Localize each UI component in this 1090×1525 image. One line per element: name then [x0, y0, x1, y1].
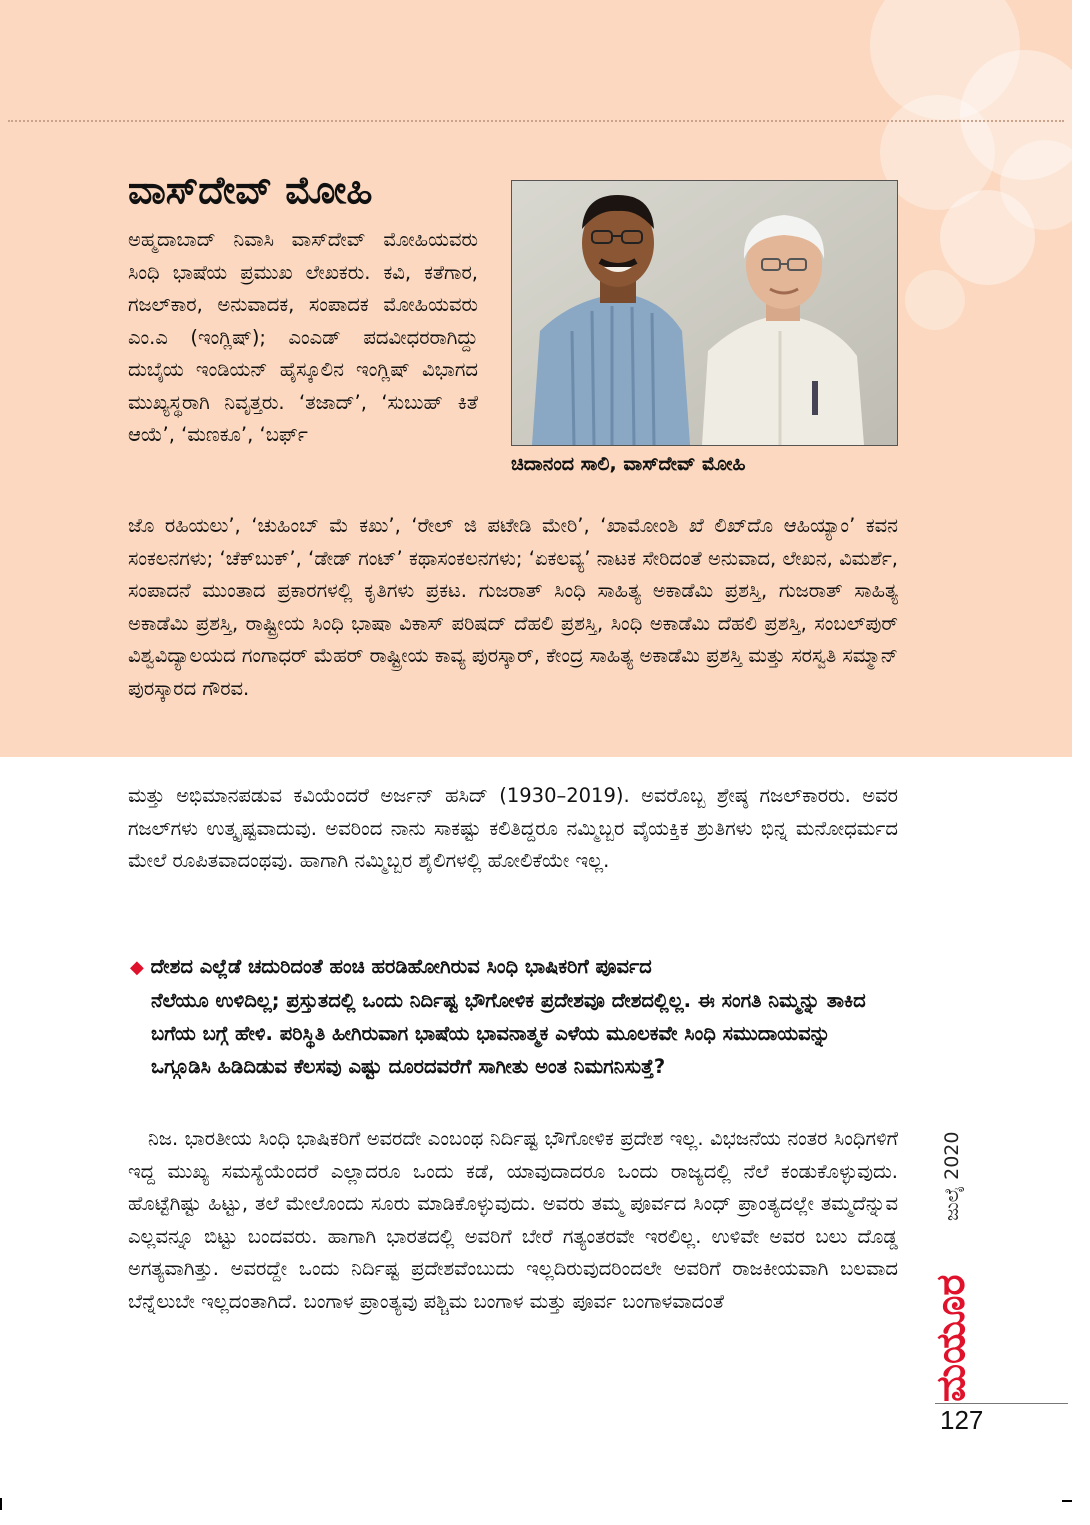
profile-photo	[511, 180, 898, 446]
question-continuation: ನೆಲೆಯೂ ಉಳಿದಿಲ್ಲ; ಪ್ರಸ್ತುತದಲ್ಲಿ ಒಂದು ನಿರ್ದಿಷ್ಟ ಭೌಗೋಳಿಕ ಪ್ರದೇಶವೂ ದೇಶದಲ್ಲಿಲ್ಲ. ಈ ಸಂಗತಿ ನಿಮ್ಮನ್ನು ತಾಕಿದ ಬಗೆಯ ಬಗ್ಗೆ ಹೇಳಿ. ಪರಿಸ್ಥಿತಿ ಹೀಗಿರುವಾಗ ಭಾಷೆಯ ಭಾವನಾತ್ಮಕ ಎಳೆಯ ಮೂಲಕವೇ ಸಿಂಧಿ ಸಮುದಾಯವನ್ನು ಒಗ್ಗೂಡಿಸಿ ಹಿಡಿದಿಡುವ ಕೆಲಸವು ಎಷ್ಟು ದೂರದವರೆಗೆ ಸಾಗೀತು ಅಂತ ನಿಮಗನಿಸುತ್ತೆ?	[151, 989, 866, 1078]
decorative-bubble	[905, 270, 965, 330]
magazine-logo	[928, 1230, 974, 1405]
answer-paragraph: ನಿಜ. ಭಾರತೀಯ ಸಿಂಧಿ ಭಾಷಿಕರಿಗೆ ಅವರದೇ ಎಂಬಂಥ ನಿರ್ದಿಷ್ಟ ಭೌಗೋಳಿಕ ಪ್ರದೇಶ ಇಲ್ಲ. ವಿಭಜನೆಯ ನಂತರ ಸಿಂಧಿಗಳಿಗೆ ಇದ್ದ ಮುಖ್ಯ ಸಮಸ್ಯೆಯೆಂದರೆ ಎಲ್ಲಾದರೂ ಒಂದು ಕಡೆ, ಯಾವುದಾದರೂ ಒಂದು ರಾಜ್ಯದಲ್ಲಿ ನೆಲೆ ಕಂಡುಕೊಳ್ಳುವುದು. ಹೊಟ್ಟೆಗಿಷ್ಟು ಹಿಟ್ಟು, ತಲೆ ಮೇಲೊಂದು ಸೂರು ಮಾಡಿಕೊಳ್ಳುವುದು. ಅವರು ತಮ್ಮ ಪೂರ್ವದ ಸಿಂಧ್ ಪ್ರಾಂತ್ಯದಲ್ಲೇ ತಮ್ಮದೆನ್ನುವ ಎಲ್ಲವನ್ನೂ ಬಿಟ್ಟು ಬಂದವರು. ಹಾಗಾಗಿ ಭಾರತದಲ್ಲಿ ಅವರಿಗೆ ಬೇರೆ ಗತ್ಯಂತರವೇ ಇರಲಿಲ್ಲ. ಉಳಿವೇ ಅವರ ಬಲು ದೊಡ್ಡ ಅಗತ್ಯವಾಗಿತ್ತು. ಅವರದ್ದೇ ಒಂದು ನಿರ್ದಿಷ್ಟ ಪ್ರದೇಶವೆಂಬುದು ಇಲ್ಲದಿರುವುದರಿಂದಲೇ ಅವರಿಗೆ ರಾಜಕೀಯವಾಗಿ ಬಲವಾದ ಬೆನ್ನೆಲುಬೇ ಇಲ್ಲದಂತಾಗಿದೆ. ಬಂಗಾಳ ಪ್ರಾಂತ್ಯವು ಪಶ್ಚಿಮ ಬಂಗಾಳ ಮತ್ತು ಪೂರ್ವ ಬಂಗಾಳವಾದಂತೆ	[128, 1127, 898, 1313]
page-number: 127	[940, 1405, 984, 1435]
page-number-rule	[935, 1403, 1068, 1404]
dotted-divider	[8, 120, 1064, 122]
photo-caption: ಚಿದಾನಂದ ಸಾಲಿ, ವಾಸ್‌ದೇವ್ ಮೋಹಿ	[511, 453, 746, 475]
question-first-line: ದೇಶದ ಎಲ್ಲೆಡೆ ಚದುರಿದಂತೆ ಹಂಚಿ ಹರಡಿಹೋಗಿರುವ ಸಿಂಧಿ ಭಾಷಿಕರಿಗೆ ಪೂರ್ವದ	[150, 955, 652, 978]
profile-title: ವಾಸ್‌ದೇವ್ ಮೋಹಿ	[128, 168, 373, 212]
body-paragraph: ಮತ್ತು ಅಭಿಮಾನಪಡುವ ಕವಿಯೆಂದರೆ ಅರ್ಜನ್ ಹಸಿದ್ (1930–2019). ಅವರೊಬ್ಬ ಶ್ರೇಷ್ಠ ಗಜಲ್‌ಕಾರರು. ಅವರ ಗಜಲ್‌ಗಳು ಉತ್ಕೃಷ್ಟವಾದುವು. ಅವರಿಂದ ನಾನು ಸಾಕಷ್ಟು ಕಲಿತಿದ್ದರೂ ನಮ್ಮಿಬ್ಬರ ವೈಯಕ್ತಿಕ ಶ್ರುತಿಗಳು ಭಿನ್ನ ಮನೋಧರ್ಮದ ಮೇಲೆ ರೂಪಿತವಾದಂಥವು. ಹಾಗಾಗಿ ನಮ್ಮಿಬ್ಬರ ಶೈಲಿಗಳಲ್ಲಿ ಹೋಲಿಕೆಯೇ ಇಲ್ಲ.	[128, 784, 898, 872]
bio-text-column: ಅಹ್ಮದಾಬಾದ್ ನಿವಾಸಿ ವಾಸ್‌ದೇವ್ ಮೋಹಿಯವರು ಸಿಂಧಿ ಭಾಷೆಯ ಪ್ರಮುಖ ಲೇಖಕರು. ಕವಿ, ಕತೆಗಾರ, ಗಜಲ್‌ಕಾರ, ಅನುವಾದಕ, ಸಂಪಾದಕ ಮೋಹಿಯವರು ಎಂ.ಎ (ಇಂಗ್ಲಿಷ್); ಎಂಎಡ್ ಪದವೀಧರರಾಗಿದ್ದು ದುಬೈಯ ಇಂಡಿಯನ್ ಹೈಸ್ಕೂಲಿನ ಇಂಗ್ಲಿಷ್ ವಿಭಾಗದ ಮುಖ್ಯಸ್ಥರಾಗಿ ನಿವೃತ್ತರು. ‘ತಜಾದ್’, ‘ಸುಬುಹ್ ಕಿತೆ ಆಯೆ’, ‘ಮಣಕೂ’, ‘ಬರ್ಫ್	[128, 228, 478, 446]
interview-question	[130, 950, 890, 1083]
issue-date-text: ಜುಲೈ 2020	[941, 1131, 963, 1221]
photo-illustration	[512, 181, 897, 445]
bio-text-full: ಜೊ ರಹಿಯಲು’, ‘ಚುಹಿಂಬ್ ಮೆ ಕಖು’, ‘ರೇಲ್ ಜಿ ಪಟೇಡಿ ಮೇರಿ’, ‘ಖಾಮೋಂಶಿ ಖೆ ಲಿಖ್‌ದೊ ಆಹಿಯ್ಯಾಂ’ ಕವನ ಸಂಕಲನಗಳು; ‘ಚೆಕ್‌ಬುಕ್’, ‘ಡೇಡ್ ಗಂಟ್’ ಕಥಾಸಂಕಲನಗಳು; ‘ಏಕಲವ್ಯ’ ನಾಟಕ ಸೇರಿದಂತೆ ಅನುವಾದ, ಲೇಖನ, ವಿಮರ್ಶೆ, ಸಂಪಾದನೆ ಮುಂತಾದ ಪ್ರಕಾರಗಳಲ್ಲಿ ಕೃತಿಗಳು ಪ್ರಕಟ. ಗುಜರಾತ್ ಸಿಂಧಿ ಸಾಹಿತ್ಯ ಅಕಾಡೆಮಿ ಪ್ರಶಸ್ತಿ, ಗುಜರಾತ್ ಸಾಹಿತ್ಯ ಅಕಾಡೆಮಿ ಪ್ರಶಸ್ತಿ, ರಾಷ್ಟ್ರೀಯ ಸಿಂಧಿ ಭಾಷಾ ವಿಕಾಸ್ ಪರಿಷದ್ ದೆಹಲಿ ಪ್ರಶಸ್ತಿ, ಸಿಂಧಿ ಅಕಾಡೆಮಿ ದೆಹಲಿ ಪ್ರಶಸ್ತಿ, ಸಂಬಲ್‌ಪುರ್ ವಿಶ್ವವಿದ್ಯಾಲಯದ ಗಂಗಾಧರ್ ಮೆಹರ್ ರಾಷ್ಟ್ರೀಯ ಕಾವ್ಯ ಪುರಸ್ಕಾರ್, ಕೇಂದ್ರ ಸಾಹಿತ್ಯ ಅಕಾಡೆಮಿ ಪ್ರಶಸ್ತಿ ಮತ್ತು ಸರಸ್ವತಿ ಸಮ್ಮಾನ್ ಪುರಸ್ಕಾರದ ಗೌರವ.	[128, 514, 898, 700]
crop-mark	[0, 1498, 2, 1510]
profile-box	[0, 0, 1072, 757]
question-marker-icon: ◆	[130, 957, 144, 978]
crop-mark	[1062, 1500, 1072, 1502]
issue-date	[930, 1115, 970, 1225]
magazine-logo-text: ಮಯೂರ	[928, 1274, 974, 1402]
decorative-bubble	[1000, 140, 1090, 230]
